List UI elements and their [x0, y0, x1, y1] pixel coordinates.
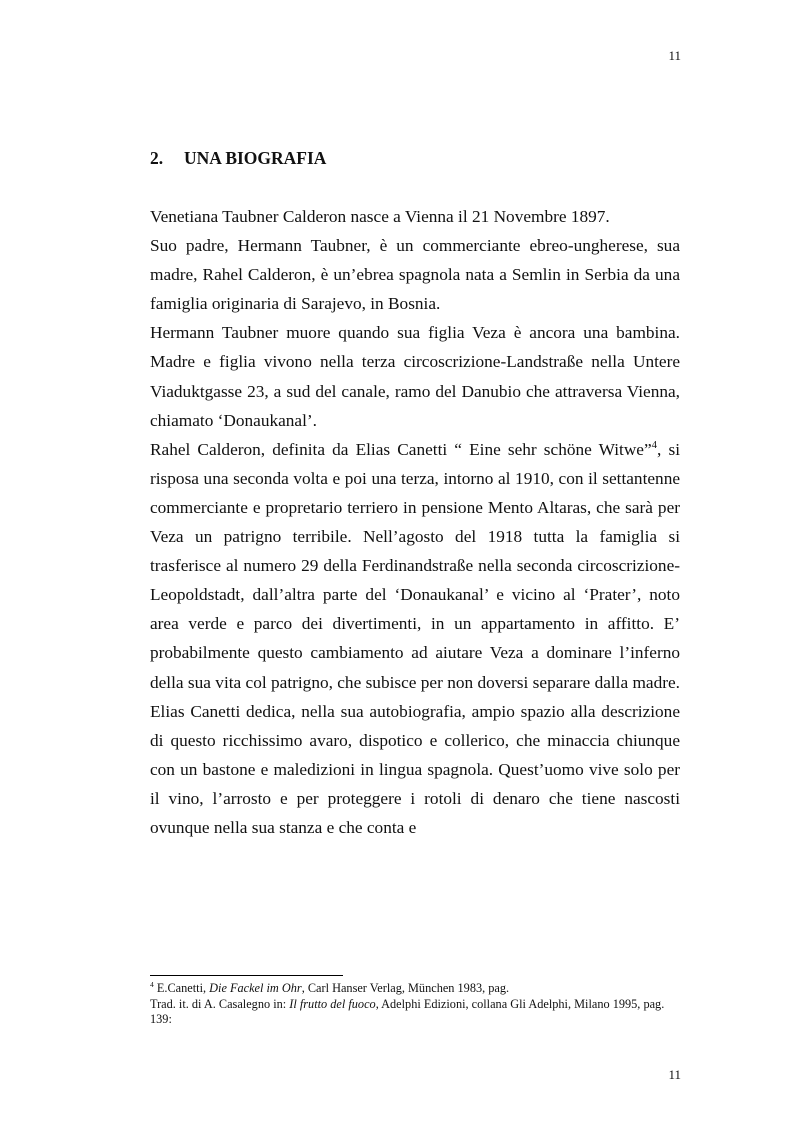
- section-number: 2.: [150, 148, 164, 168]
- paragraph-4-start: Rahel Calderon, definita da Elias Canetti “ Eine sehr schöne Witwe”: [150, 439, 652, 459]
- footnote-translation-title: Il frutto del fuoco: [289, 996, 376, 1011]
- paragraph-2: Suo padre, Hermann Taubner, è un commerciante ebreo-ungherese, sua madre, Rahel Calderon, è un’ebrea spagnola nata a Semlin in Serbia da una famiglia originaria di Sarajevo, in Bosnia.: [150, 236, 680, 314]
- footnotes: [150, 981, 680, 1028]
- footnote-reference: 4: [651, 438, 658, 451]
- footnote-4: [150, 981, 680, 1028]
- footnote-translation-publisher: , Adelphi Edizioni, collana Gli Adelphi, Milano 1995, pag. 139:: [150, 996, 665, 1026]
- paragraph-3: Hermann Taubner muore quando sua figlia Veza è ancora una bambina. Madre e figlia vivono nella terza circoscrizione-Landstraße nella Untere Viaduktgasse 23, a sud del canale, ramo del Danubio che attraversa Vienna, chiamato ‘Donaukanal’.: [150, 323, 680, 430]
- footnote-marker: 4: [150, 979, 154, 989]
- section-title: UNA BIOGRAFIA: [184, 148, 327, 168]
- section-heading: [150, 147, 326, 169]
- footnote-book-title: Die Fackel im Ohr: [209, 981, 302, 995]
- footnote-publisher: , Carl Hanser Verlag, München 1983, pag.: [301, 981, 510, 995]
- paragraph-1: Venetiana Taubner Calderon nasce a Vienna il 21 Novembre 1897.: [150, 207, 610, 226]
- footnote-separator: [150, 975, 343, 976]
- footnote-author: E.Canetti,: [153, 981, 210, 995]
- page-number-bottom: 11: [668, 1067, 681, 1082]
- paragraph-4: [150, 435, 680, 842]
- body-text: [150, 202, 680, 842]
- page-number-top: 11: [668, 48, 681, 63]
- paragraph-4-rest: , si risposa una seconda volta e poi una terza, intorno al 1910, con il settantenne commerciante e propretario terriero in pensione Mento Altaras, che sarà per Veza un patrigno terribile. Nell’agosto del 1918 tutta la famiglia si trasferisce al numero 29 della Ferdinandstraße nella seconda circoscrizione-Leopoldstadt, dall’altra parte del ‘Donaukanal’ e vicino al ‘Prater’, noto area verde e parco dei divertimenti, in un appartamento in affitto. E’ probabilmente questo cambiamento ad aiutare Veza a dominare l’inferno della sua vita col patrigno, che subisce per non doversi separare dalla madre. Elias Canetti dedica, nella sua autobiografia, ampio spazio alla descrizione di questo ricchissimo avaro, dispotico e collerico, che minaccia chiunque con un bastone e maledizioni in lingua spagnola. Quest’uomo vive solo per il vino, l’arrosto e per proteggere i rotoli di denaro che tiene nascosti ovunque nella sua stanza e che conta e: [150, 439, 680, 837]
- footnote-translation: Trad. it. di A. Casalegno in:: [150, 996, 290, 1011]
